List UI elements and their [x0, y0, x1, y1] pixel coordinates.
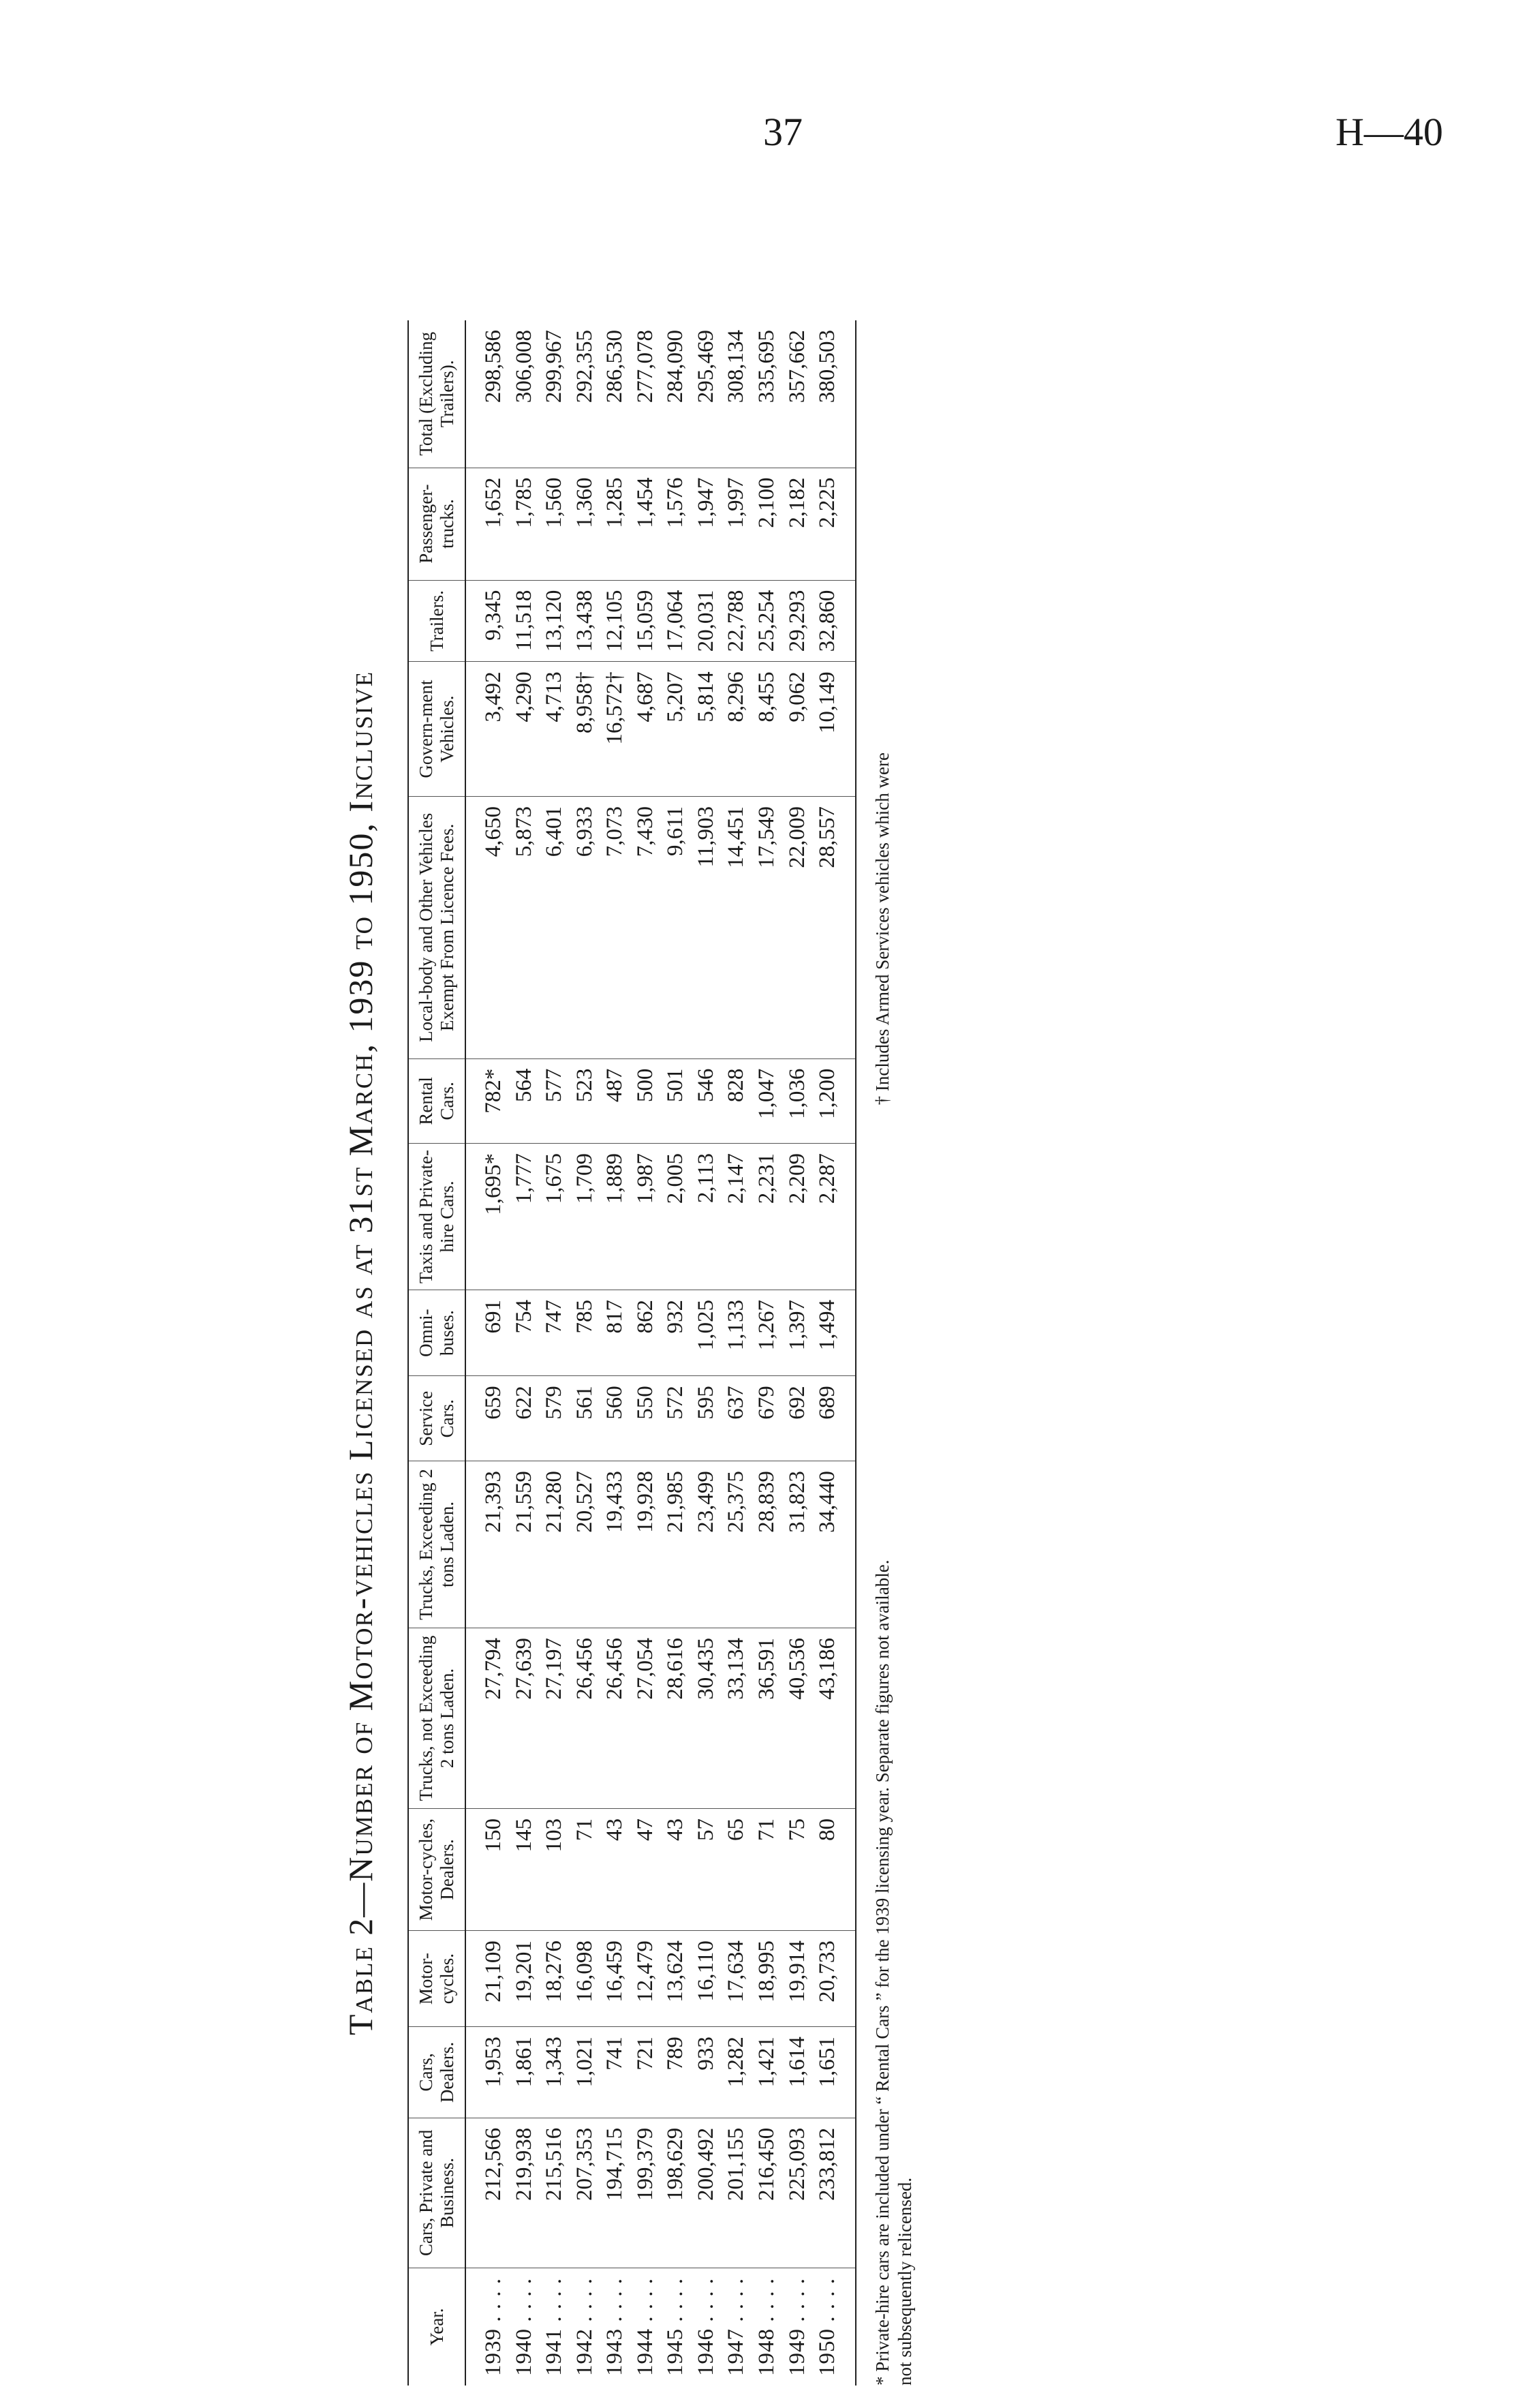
table-cell: 21,559 — [509, 1461, 540, 1628]
table-cell: 564 — [509, 1058, 540, 1143]
table-cell: 28,839 — [752, 1461, 782, 1628]
column-header: Motor-cycles. — [408, 1931, 465, 2027]
table-cell: 817 — [600, 1290, 630, 1376]
table-cell: 22,788 — [721, 580, 752, 662]
year-cell: 1942 . . . . — [572, 2278, 597, 2376]
column-header: Govern-ment Vehicles. — [408, 662, 465, 797]
footnote-asterisk: * Private-hire cars are included under “ Rental Cars ” for the 1939 licensing year. Separate figures not available. — [871, 1559, 893, 2386]
table-cell: 1,200 — [812, 1058, 856, 1143]
table-cell: 1,709 — [570, 1144, 600, 1290]
table-cell: 36,591 — [752, 1628, 782, 1808]
table-cell: 1,343 — [539, 2027, 570, 2118]
column-header: Omni-buses. — [408, 1290, 465, 1376]
table-cell: 689 — [812, 1376, 856, 1461]
year-cell: 1947 . . . . — [724, 2278, 749, 2376]
table-cell: 782* — [465, 1058, 509, 1143]
table-cell: 201,155 — [721, 2118, 752, 2268]
table-cell: 17,064 — [660, 580, 691, 662]
table-cell: 103 — [539, 1808, 570, 1930]
table-cell: 25,254 — [752, 580, 782, 662]
table-cell: 357,662 — [782, 320, 813, 468]
table-cell: 19,201 — [509, 1931, 540, 2027]
table-cell: 233,812 — [812, 2118, 856, 2268]
table-cell: 299,967 — [539, 320, 570, 468]
table-cell: 335,695 — [752, 320, 782, 468]
page-number: 37 — [763, 110, 803, 154]
table-cell: 27,639 — [509, 1628, 540, 1808]
table-cell: 5,873 — [509, 796, 540, 1058]
table-cell: 2,005 — [660, 1144, 691, 1290]
table-cell: 501 — [660, 1058, 691, 1143]
table-cell: 308,134 — [721, 320, 752, 468]
year-cell: 1940 . . . . — [511, 2278, 536, 2376]
table-cell: 17,634 — [721, 1931, 752, 2027]
table-row — [630, 320, 661, 2386]
table-cell: 43,186 — [812, 1628, 856, 1808]
table-cell: 212,566 — [465, 2118, 509, 2268]
table-cell: 219,938 — [509, 2118, 540, 2268]
table-cell: 1,494 — [812, 1290, 856, 1376]
table-cell: 20,527 — [570, 1461, 600, 1628]
table-cell: 27,794 — [465, 1628, 509, 1808]
table-row — [600, 320, 630, 2386]
table-cell: 2,182 — [782, 468, 813, 580]
table-cell: 2,147 — [721, 1144, 752, 1290]
table-cell: 6,933 — [570, 796, 600, 1058]
table-cell: 1,947 — [691, 468, 722, 580]
table-cell: 13,120 — [539, 580, 570, 662]
table-cell: 692 — [782, 1376, 813, 1461]
table-cell: 225,093 — [782, 2118, 813, 2268]
table-row — [721, 320, 752, 2386]
table-cell: 862 — [630, 1290, 661, 1376]
table-cell: 12,105 — [600, 580, 630, 662]
table-cell: 80 — [812, 1808, 856, 1930]
table-cell: 21,393 — [465, 1461, 509, 1628]
column-header: Trailers. — [408, 580, 465, 662]
table-cell: 5,814 — [691, 662, 722, 797]
column-header: Taxis and Private-hire Cars. — [408, 1144, 465, 1290]
table-cell: 3,492 — [465, 662, 509, 797]
table-cell: 1,675 — [539, 1144, 570, 1290]
table-cell: 1,785 — [509, 468, 540, 580]
table-cell: 1,047 — [752, 1058, 782, 1143]
table-cell: 207,353 — [570, 2118, 600, 2268]
column-header: Trucks, not Exceeding 2 tons Laden. — [408, 1628, 465, 1808]
table-cell: 8,958† — [570, 662, 600, 797]
table-cell: 198,629 — [660, 2118, 691, 2268]
table-cell: 8,296 — [721, 662, 752, 797]
table-row — [570, 320, 600, 2386]
table-cell: 18,276 — [539, 1931, 570, 2027]
table-cell: 721 — [630, 2027, 661, 2118]
table-cell: 1,953 — [465, 2027, 509, 2118]
table-cell: 20,733 — [812, 1931, 856, 2027]
table-cell: 2,287 — [812, 1144, 856, 1290]
table-cell: 295,469 — [691, 320, 722, 468]
table-cell: 1,421 — [752, 2027, 782, 2118]
table-cell: 13,438 — [570, 580, 600, 662]
table-cell: 16,098 — [570, 1931, 600, 2027]
table-cell: 292,355 — [570, 320, 600, 468]
table-row — [539, 320, 570, 2386]
table-cell: 550 — [630, 1376, 661, 1461]
table-cell: 1,282 — [721, 2027, 752, 2118]
table-cell: 691 — [465, 1290, 509, 1376]
table-cell: 13,624 — [660, 1931, 691, 2027]
table-cell: 380,503 — [812, 320, 856, 468]
table-cell: 8,455 — [752, 662, 782, 797]
table-cell: 26,456 — [570, 1628, 600, 1808]
table-cell: 932 — [660, 1290, 691, 1376]
table-cell: 47 — [630, 1808, 661, 1930]
table-row — [691, 320, 722, 2386]
year-cell: 1949 . . . . — [784, 2278, 809, 2376]
table-cell: 1,987 — [630, 1144, 661, 1290]
table-cell: 2,225 — [812, 468, 856, 580]
table-cell: 34,440 — [812, 1461, 856, 1628]
table-cell: 4,713 — [539, 662, 570, 797]
footnote-continuation: not subsequently relicensed. — [895, 2177, 916, 2386]
table-cell: 546 — [691, 1058, 722, 1143]
column-header: Cars, Private and Business. — [408, 2118, 465, 2268]
column-header: Local-body and Other Vehicles Exempt From Licence Fees. — [408, 796, 465, 1058]
table-cell: 20,031 — [691, 580, 722, 662]
year-cell: 1944 . . . . — [632, 2278, 658, 2376]
table-cell: 1,025 — [691, 1290, 722, 1376]
year-cell: 1946 . . . . — [693, 2278, 718, 2376]
column-header: Motor-cycles, Dealers. — [408, 1808, 465, 1930]
table-cell: 4,687 — [630, 662, 661, 797]
table-cell: 29,293 — [782, 580, 813, 662]
table-cell: 43 — [600, 1808, 630, 1930]
table-cell: 19,928 — [630, 1461, 661, 1628]
table-cell: 43 — [660, 1808, 691, 1930]
table-cell: 1,036 — [782, 1058, 813, 1143]
table-cell: 741 — [600, 2027, 630, 2118]
table-cell: 560 — [600, 1376, 630, 1461]
table-cell: 194,715 — [600, 2118, 630, 2268]
table-row — [812, 320, 856, 2386]
table-cell: 1,652 — [465, 468, 509, 580]
year-cell: 1950 . . . . — [815, 2278, 840, 2376]
table-cell: 637 — [721, 1376, 752, 1461]
table-cell: 487 — [600, 1058, 630, 1143]
table-cell: 828 — [721, 1058, 752, 1143]
table-cell: 679 — [752, 1376, 782, 1461]
table-cell: 595 — [691, 1376, 722, 1461]
table-cell: 19,914 — [782, 1931, 813, 2027]
table-cell: 5,207 — [660, 662, 691, 797]
table-row — [660, 320, 691, 2386]
table-cell: 21,280 — [539, 1461, 570, 1628]
table-cell: 2,209 — [782, 1144, 813, 1290]
table-cell: 1,614 — [782, 2027, 813, 2118]
table-cell: 7,430 — [630, 796, 661, 1058]
table-cell: 16,459 — [600, 1931, 630, 2027]
column-header: Total (Excluding Trailers). — [408, 320, 465, 468]
table-cell: 16,110 — [691, 1931, 722, 2027]
table-cell: 200,492 — [691, 2118, 722, 2268]
table-row — [752, 320, 782, 2386]
table-cell: 785 — [570, 1290, 600, 1376]
table-cell: 579 — [539, 1376, 570, 1461]
table-cell: 298,586 — [465, 320, 509, 468]
table-row — [465, 320, 509, 2386]
table-cell: 9,345 — [465, 580, 509, 662]
year-cell: 1948 . . . . — [754, 2278, 779, 2376]
table-cell: 933 — [691, 2027, 722, 2118]
table-cell: 754 — [509, 1290, 540, 1376]
table-cell: 11,518 — [509, 580, 540, 662]
table-cell: 215,516 — [539, 2118, 570, 2268]
table-body — [465, 320, 856, 2386]
table-cell: 1,560 — [539, 468, 570, 580]
column-header: Cars, Dealers. — [408, 2027, 465, 2118]
footnote-dagger: † Includes Armed Services vehicles which were — [871, 752, 893, 1106]
table-cell: 500 — [630, 1058, 661, 1143]
table-cell: 12,479 — [630, 1931, 661, 2027]
rotated-table-block — [341, 320, 1186, 2386]
table-cell: 10,149 — [812, 662, 856, 797]
table-row — [782, 320, 813, 2386]
table-cell: 16,572† — [600, 662, 630, 797]
table-cell: 1,397 — [782, 1290, 813, 1376]
table-title: Table 2—Number of Motor-vehicles Licensed as at 31st March, 1939 to 1950, Inclusive — [341, 670, 380, 2036]
table-cell: 1,285 — [600, 468, 630, 580]
table-cell: 2,100 — [752, 468, 782, 580]
table-cell: 277,078 — [630, 320, 661, 468]
table-cell: 19,433 — [600, 1461, 630, 1628]
table-cell: 27,197 — [539, 1628, 570, 1808]
table-cell: 28,616 — [660, 1628, 691, 1808]
table-cell: 22,009 — [782, 796, 813, 1058]
table-cell: 216,450 — [752, 2118, 782, 2268]
year-cell: 1941 . . . . — [542, 2278, 567, 2376]
table-cell: 14,451 — [721, 796, 752, 1058]
table-cell: 286,530 — [600, 320, 630, 468]
table-cell: 1,861 — [509, 2027, 540, 2118]
table-cell: 71 — [752, 1808, 782, 1930]
table-cell: 7,073 — [600, 796, 630, 1058]
table-cell: 284,090 — [660, 320, 691, 468]
table-cell: 789 — [660, 2027, 691, 2118]
table-cell: 9,062 — [782, 662, 813, 797]
table-cell: 25,375 — [721, 1461, 752, 1628]
table-row — [509, 320, 540, 2386]
table-cell: 1,133 — [721, 1290, 752, 1376]
table-cell: 577 — [539, 1058, 570, 1143]
table-cell: 572 — [660, 1376, 691, 1461]
column-header: Year. — [408, 2268, 465, 2386]
table-cell: 1,997 — [721, 468, 752, 580]
table-cell: 40,536 — [782, 1628, 813, 1808]
table-cell: 4,290 — [509, 662, 540, 797]
table-cell: 1,360 — [570, 468, 600, 580]
table-cell: 1,454 — [630, 468, 661, 580]
table-cell: 1,777 — [509, 1144, 540, 1290]
table-cell: 71 — [570, 1808, 600, 1930]
table-cell: 199,379 — [630, 2118, 661, 2268]
table-cell: 145 — [509, 1808, 540, 1930]
table-cell: 23,499 — [691, 1461, 722, 1628]
table-cell: 150 — [465, 1808, 509, 1930]
column-header: Service Cars. — [408, 1376, 465, 1461]
table-cell: 21,109 — [465, 1931, 509, 2027]
table-cell: 75 — [782, 1808, 813, 1930]
table-cell: 2,231 — [752, 1144, 782, 1290]
year-cell: 1943 . . . . — [602, 2278, 628, 2376]
table-cell: 4,650 — [465, 796, 509, 1058]
table-header-row — [408, 320, 465, 2386]
table-cell: 26,456 — [600, 1628, 630, 1808]
table-cell: 1,695* — [465, 1144, 509, 1290]
column-header: Trucks, Exceeding 2 tons Laden. — [408, 1461, 465, 1628]
table-cell: 21,985 — [660, 1461, 691, 1628]
table-cell: 15,059 — [630, 580, 661, 662]
column-header: Passenger-trucks. — [408, 468, 465, 580]
table-cell: 6,401 — [539, 796, 570, 1058]
table-cell: 27,054 — [630, 1628, 661, 1808]
table-cell: 2,113 — [691, 1144, 722, 1290]
year-cell: 1945 . . . . — [663, 2278, 688, 2376]
table-cell: 18,995 — [752, 1931, 782, 2027]
table-cell: 28,557 — [812, 796, 856, 1058]
table-cell: 1,651 — [812, 2027, 856, 2118]
table-cell: 1,021 — [570, 2027, 600, 2118]
table-cell: 747 — [539, 1290, 570, 1376]
table-cell: 523 — [570, 1058, 600, 1143]
table-cell: 306,008 — [509, 320, 540, 468]
table-cell: 622 — [509, 1376, 540, 1461]
table-cell: 9,611 — [660, 796, 691, 1058]
table-cell: 33,134 — [721, 1628, 752, 1808]
motor-vehicles-table — [407, 320, 856, 2386]
table-cell: 659 — [465, 1376, 509, 1461]
table-cell: 31,823 — [782, 1461, 813, 1628]
table-cell: 30,435 — [691, 1628, 722, 1808]
table-cell: 11,903 — [691, 796, 722, 1058]
table-cell: 17,549 — [752, 796, 782, 1058]
column-header: Rental Cars. — [408, 1058, 465, 1143]
table-cell: 1,267 — [752, 1290, 782, 1376]
report-code: H—40 — [1335, 110, 1443, 154]
table-cell: 1,889 — [600, 1144, 630, 1290]
table-cell: 65 — [721, 1808, 752, 1930]
table-cell: 1,576 — [660, 468, 691, 580]
footnotes — [871, 320, 918, 2386]
table-cell: 561 — [570, 1376, 600, 1461]
year-cell: 1939 . . . . — [481, 2278, 506, 2376]
table-cell: 57 — [691, 1808, 722, 1930]
table-cell: 32,860 — [812, 580, 856, 662]
